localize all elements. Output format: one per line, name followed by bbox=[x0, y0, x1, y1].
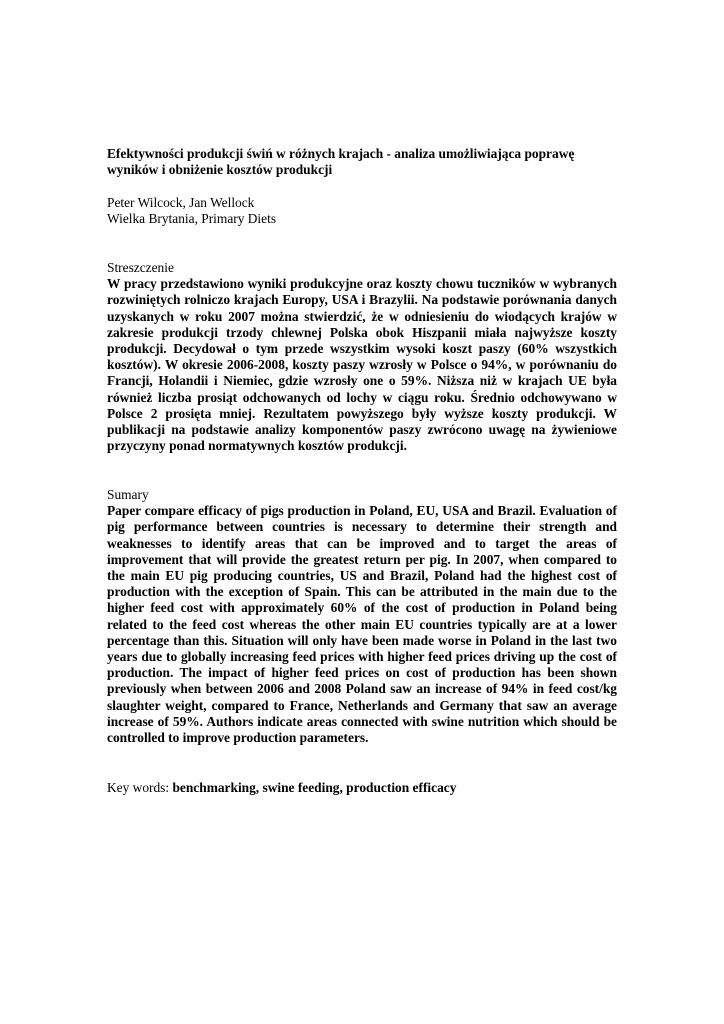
author-affiliation: Wielka Brytania, Primary Diets bbox=[107, 211, 277, 227]
abstract-english-text: Paper compare efficacy of pigs production in Poland, EU, USA and Brazil. Evaluation of pig performance between countries is necessary to determine their strength and weaknesses to identify areas that can be improved and to target the areas of improvement that will provide the greatest return per pig. In 2007, when compared to the main EU pig producing countries, US and Brazil, Poland had the highest cost of production with the exception of Spain. This can be attributed in the main due to the higher feed cost with approximately 60% of the cost of production in Poland being related to the feed cost whereas the other main EU countries typically are at a lower percentage than this. Situation will only have been made worse in Poland in the last two years due to globally increasing feed prices with higher feed prices driving up the cost of production. The impact of higher feed prices on cost of production has been shown previously when between 2006 and 2008 Poland saw an increase of 94% in feed cost/kg slaughter weight, compared to France, Netherlands and Germany that saw an average increase of 59%. Authors indicate areas connected with swine nutrition which should be controlled to improve production parameters. bbox=[107, 503, 617, 746]
paper-title: Efektywności produkcji świń w różnych krajach - analiza umożliwiająca poprawę wyników i obniżenie kosztów produkcji bbox=[107, 146, 575, 178]
keywords-label: Key words: bbox=[107, 780, 173, 795]
abstract-english-heading: Sumary bbox=[107, 487, 149, 502]
abstract-polish bbox=[107, 260, 617, 454]
author-block bbox=[107, 195, 617, 227]
keywords-values: benchmarking, swine feeding, production efficacy bbox=[172, 780, 457, 795]
author-names: Peter Wilcock, Jan Wellock bbox=[107, 195, 255, 210]
keywords-line bbox=[107, 780, 617, 796]
abstract-polish-text: W pracy przedstawiono wyniki produkcyjne oraz koszty chowu tuczników w wybranych rozwiniętych rolniczo krajach Europy, USA i Brazylii. Na podstawie porównania danych uzyskanych w roku 2007 można stwierdzić, że w odniesieniu do wiodących krajów w zakresie produkcji trzody chlewnej Polska obok Hiszpanii miała najwyższe koszty produkcji. Decydował o tym przede wszystkim wysoki koszt paszy (60% wszystkich kosztów). W okresie 2006-2008, koszty paszy wzrosły w Polsce o 94%, w porównaniu do Francji, Holandii i Niemiec, gdzie wzrosły one o 59%. Niższa niż w krajach UE była również liczba prosiąt odchowanych od lochy w ciągu roku. Średnio odchowywano w Polsce 2 prosięta mniej. Rezultatem powyższego były wyższe koszty produkcji. W publikacji na podstawie analizy komponentów paszy zwrócono uwagę na żywieniowe przyczyny ponad normatywnych kosztów produkcji. bbox=[107, 276, 617, 454]
abstract-polish-heading: Streszczenie bbox=[107, 260, 174, 275]
abstract-english bbox=[107, 487, 617, 746]
